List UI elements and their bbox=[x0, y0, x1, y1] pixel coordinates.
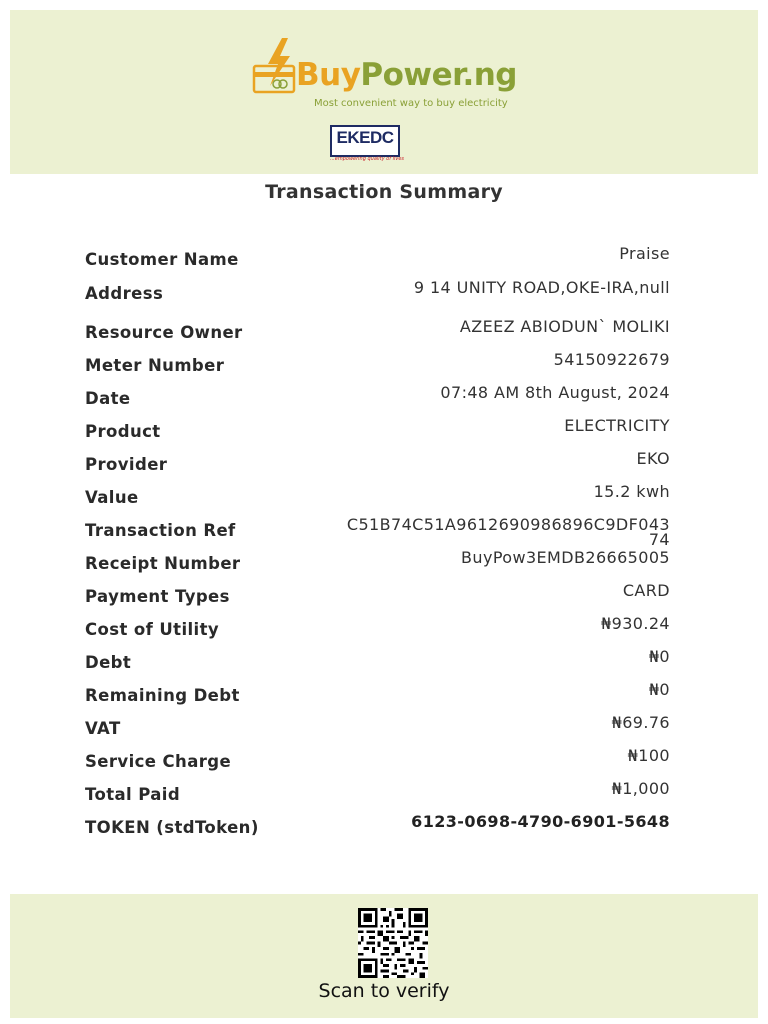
row-value: CARD bbox=[622, 581, 670, 600]
row-value: 15.2 kwh bbox=[593, 482, 670, 501]
row-value: Praise bbox=[619, 244, 670, 263]
row-remaining-debt bbox=[85, 682, 670, 712]
row-resource-owner bbox=[85, 319, 670, 349]
row-total-paid bbox=[85, 781, 670, 811]
row-label: Debt bbox=[85, 653, 132, 672]
page-title: Transaction Summary bbox=[265, 181, 503, 203]
row-label: Provider bbox=[85, 455, 168, 474]
row-value: ₦100 bbox=[627, 746, 670, 765]
row-debt bbox=[85, 649, 670, 679]
row-token bbox=[85, 814, 670, 844]
ekedc-tagline: ...empowering quality of lives bbox=[330, 156, 405, 162]
row-value: ₦1,000 bbox=[611, 779, 670, 798]
row-label: Customer Name bbox=[85, 250, 239, 269]
row-value: 54150922679 bbox=[553, 350, 670, 369]
row-label: Date bbox=[85, 389, 131, 408]
row-label: Total Paid bbox=[85, 785, 181, 804]
row-vat bbox=[85, 715, 670, 745]
row-address bbox=[85, 280, 670, 310]
token-value: 6123-0698-4790-6901-5648 bbox=[411, 812, 670, 831]
row-label: Transaction Ref bbox=[85, 521, 236, 540]
row-label: VAT bbox=[85, 719, 121, 738]
row-value: ELECTRICITY bbox=[564, 416, 670, 435]
row-customer-name bbox=[85, 246, 670, 276]
row-value: 07:48 AM 8th August, 2024 bbox=[440, 383, 670, 402]
receipt-footer bbox=[10, 894, 758, 1018]
row-value: ₦930.24 bbox=[601, 614, 670, 633]
row-label: Value bbox=[85, 488, 139, 507]
buypower-brand-name: BuyPower.ng bbox=[296, 57, 517, 93]
row-value: ₦0 bbox=[648, 647, 670, 666]
row-receipt-number bbox=[85, 550, 670, 580]
row-label: Cost of Utility bbox=[85, 620, 220, 639]
row-cost-of-utility bbox=[85, 616, 670, 646]
row-value: AZEEZ ABIODUN` MOLIKI bbox=[459, 317, 670, 336]
row-label: Address bbox=[85, 284, 164, 303]
row-transaction-ref bbox=[85, 517, 670, 547]
row-value: BuyPow3EMDB26665005 bbox=[461, 548, 670, 567]
row-date bbox=[85, 385, 670, 415]
row-label: Receipt Number bbox=[85, 554, 241, 573]
row-product bbox=[85, 418, 670, 448]
row-label: Payment Types bbox=[85, 587, 230, 606]
qr-code-icon[interactable] bbox=[355, 908, 431, 978]
row-label: Service Charge bbox=[85, 752, 232, 771]
row-label: Remaining Debt bbox=[85, 686, 240, 705]
scan-to-verify-label: Scan to verify bbox=[318, 980, 450, 1002]
row-value: EKO bbox=[636, 449, 670, 468]
row-value: C51B74C51A9612690986896C9DF04374 bbox=[346, 515, 670, 549]
ekedc-logo-text: EKEDC bbox=[330, 125, 400, 157]
row-label: TOKEN (stdToken) bbox=[85, 818, 259, 837]
row-service-charge bbox=[85, 748, 670, 778]
ekedc-logo bbox=[328, 125, 405, 165]
row-provider bbox=[85, 451, 670, 481]
row-value bbox=[85, 484, 670, 514]
row-label: Meter Number bbox=[85, 356, 225, 375]
row-value: ₦0 bbox=[648, 680, 670, 699]
row-meter-number bbox=[85, 352, 670, 382]
buypower-tagline: Most convenient way to buy electricity bbox=[314, 98, 508, 109]
receipt-header bbox=[10, 10, 758, 174]
row-value: ₦69.76 bbox=[611, 713, 670, 732]
row-value: 9 14 UNITY ROAD,OKE-IRA,null bbox=[413, 278, 670, 297]
row-label: Resource Owner bbox=[85, 323, 243, 342]
row-label: Product bbox=[85, 422, 161, 441]
row-payment-types bbox=[85, 583, 670, 613]
